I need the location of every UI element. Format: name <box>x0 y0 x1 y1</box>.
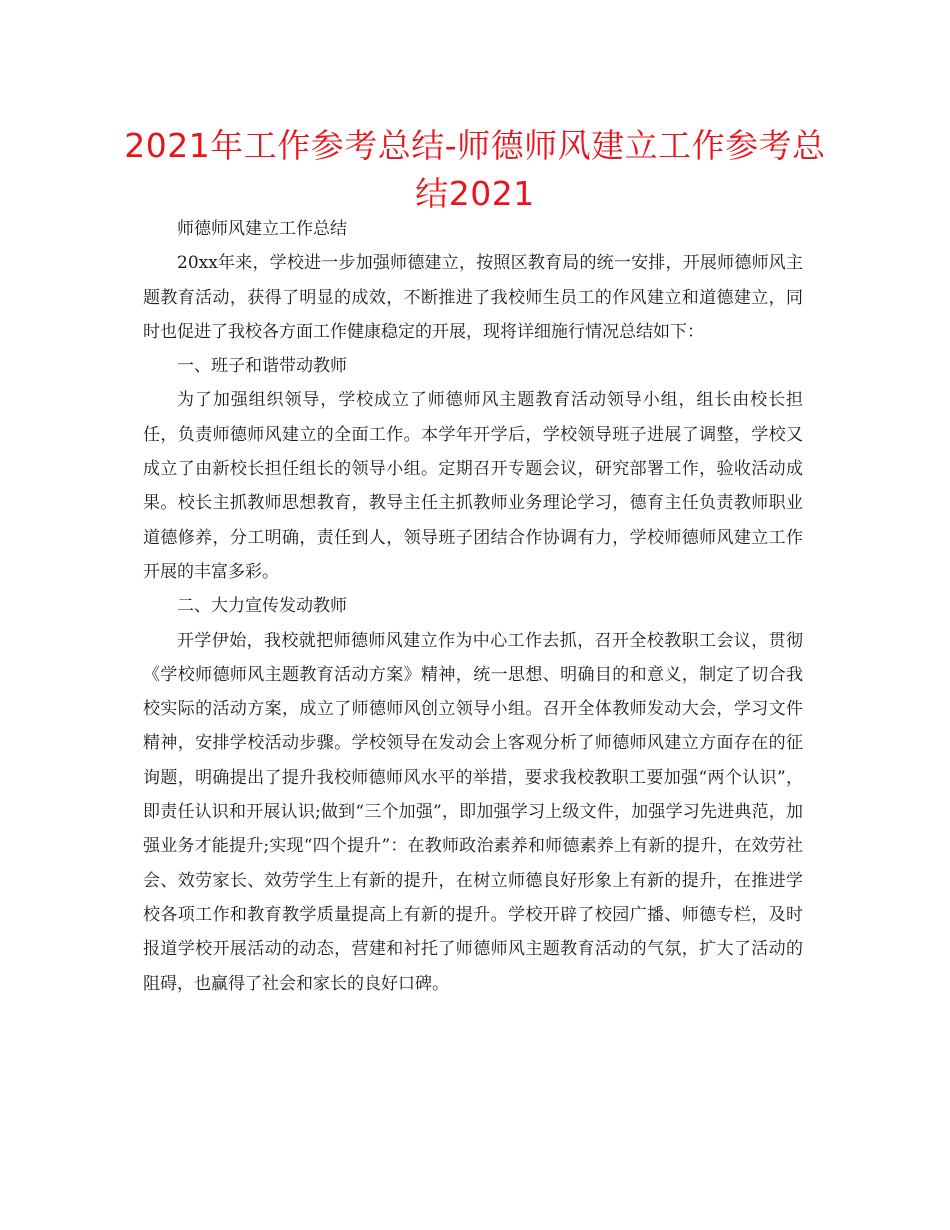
section-heading-2: 二、大力宣传发动教师 <box>177 596 347 617</box>
section-1-paragraph: 为了加强组织领导，学校成立了师德师风主题教育活动领导小组，组长由校长担任，负责师德师风建立的全面工作。本学年开学后，学校领导班子进展了调整，学校又成立了由新校长担任组长的领导小组。定期召开专题会议，研究部署工作，验收活动成果。校长主抓教师思想教育，教导主任主抓教师业务理论学习，德育主任负责教师职业道德修养，分工明确，责任到人，领导班子团结合作协调有力，学校师德师风建立工作开展的丰富多彩。 <box>143 390 803 582</box>
subtitle-paragraph: 师德师风建立工作总结 <box>177 219 347 239</box>
section-2-paragraph: 开学伊始，我校就把师德师风建立作为中心工作去抓，召开全校教职工会议，贯彻《学校师德师风主题教育活动方案》精神，统一思想、明确目的和意义，制定了切合我校实际的活动方案，成立了师德师风创立领导小组。召开全体教师发动大会，学习文件精神，安排学校活动步骤。学校领导在发动会上客观分析了师德师风建立方面存在的征询题，明确提出了提升我校师德师风水平的举措，要求我校教职工要加强“两个认识”，即责任认识和开展认识;做到“三个加强”，即加强学习上级文件，加强学习先进典范，加强业务才能提升;实现“四个提升”：在教师政治素养和师德素养上有新的提升，在效劳社会、效劳家长、效劳学生上有新的提升，在树立师德良好形象上有新的提升，在推进学校各项工作和教育教学质量提高上有新的提升。学校开辟了校园广播、师德专栏，及时报道学校开展活动的动态，营建和衬托了师德师风主题教育活动的气氛，扩大了活动的阻碍，也赢得了社会和家长的良好口碑。 <box>143 630 803 994</box>
section-heading-1: 一、班子和谐带动教师 <box>177 356 347 377</box>
document-title: 2021年工作参考总结-师德师风建立工作参考总结2021 <box>124 126 826 213</box>
document-body <box>143 212 803 1001</box>
intro-paragraph: 20xx年来，学校进一步加强师德建立，按照区教育局的统一安排，开展师德师风主题教育活动，获得了明显的成效，不断推进了我校师生员工的作风建立和道德建立，同时也促进了我校各方面工作健康稳定的开展，现将详细施行情况总结如下： <box>143 253 803 342</box>
